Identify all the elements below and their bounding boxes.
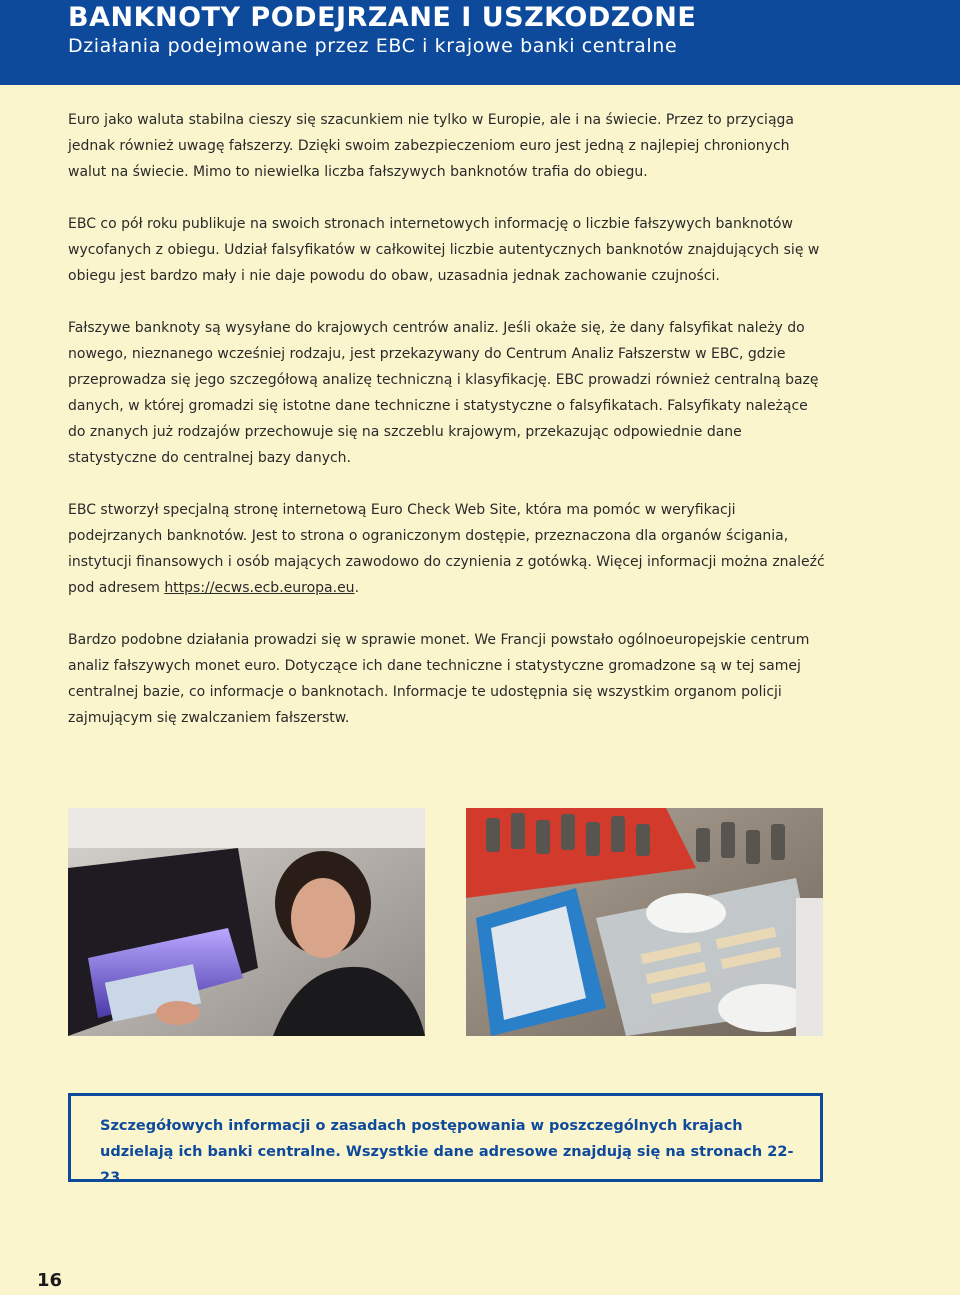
paragraph-4-end: . (354, 580, 360, 596)
page-number: 16 (37, 1270, 63, 1291)
paragraph-4-text: EBC stworzył specjalną stronę internetową Euro Check Web Site, która ma pomóc w weryfikacji podejrzanych banknotów. Jest to strona o ograniczonym dostępie, przeznaczona dla organów ścigania, instytucji finansowych i osób mających zawodowo do czynienia z gotówką. Więcej informacji można znaleźć pod adresem (68, 502, 825, 596)
paragraph-5: Bardzo podobne działania prowadzi się w sprawie monet. We Francji powstało ogólnoeuropejskie centrum analiz fałszywych monet euro. Dotyczące ich dane techniczne i statystyczne gromadzone są w tej samej centralnej bazie, co informacje o banknotach. Informacje te udostępnia się wszystkim organom policji zajmującym się zwalczaniem fałszerstw. (68, 632, 810, 726)
page-title: BANKNOTY PODEJRZANE I USZKODZONE (68, 2, 697, 33)
page-subtitle: Działania podejmowane przez EBC i krajowe banki centralne (68, 35, 678, 57)
paragraph-2: EBC co pół roku publikuje na swoich stronach internetowych informację o liczbie fałszywych banknotów wycofanych z obiegu. Udział falsyfikatów w całkowitej liczbie autentycznych banknotów znajdujących się w obiegu jest bardzo mały i nie daje powodu do obaw, uzasadnia jednak zachowanie czujności. (68, 216, 820, 284)
photo-coin-sorting (466, 808, 823, 1036)
article-body (68, 107, 828, 757)
header-bar (0, 0, 960, 85)
paragraph-3: Fałszywe banknoty są wysyłane do krajowych centrów analiz. Jeśli okaże się, że dany falsyfikat należy do nowego, nieznanego wcześniej rodzaju, jest przekazywany do Centrum Analiz Fałszerstw w EBC, gdzie przeprowadza się jego szczegółową analizę techniczną i klasyfikację. EBC prowadzi również centralną bazę danych, w której gromadzi się istotne dane techniczne i statystyczne o falsyfikatach. Falsyfikaty należące do znanych już rodzajów przechowuje się na szczeblu krajowym, przekazując odpowiednie dane statystyczne do centralnej bazy danych. (68, 320, 819, 466)
ecws-link[interactable]: https://ecws.ecb.europa.eu (164, 580, 355, 596)
photo-woman-at-uv-machine (68, 808, 425, 1036)
paragraph-1: Euro jako waluta stabilna cieszy się szacunkiem nie tylko w Europie, ale i na świecie. Przez to przyciąga jednak również uwagę fałszerzy. Dzięki swoim zabezpieczeniom euro jest jedną z najlepiej chronionych walut na świecie. Mimo to niewielka liczba fałszywych banknotów trafia do obiegu. (68, 112, 794, 180)
info-box-text: Szczegółowych informacji o zasadach postępowania w poszczególnych krajach udzielają ich banki centralne. Wszystkie dane adresowe znajdują się na stronach 22-23. (100, 1118, 794, 1186)
info-box (68, 1093, 823, 1186)
paragraph-4 (68, 497, 828, 601)
